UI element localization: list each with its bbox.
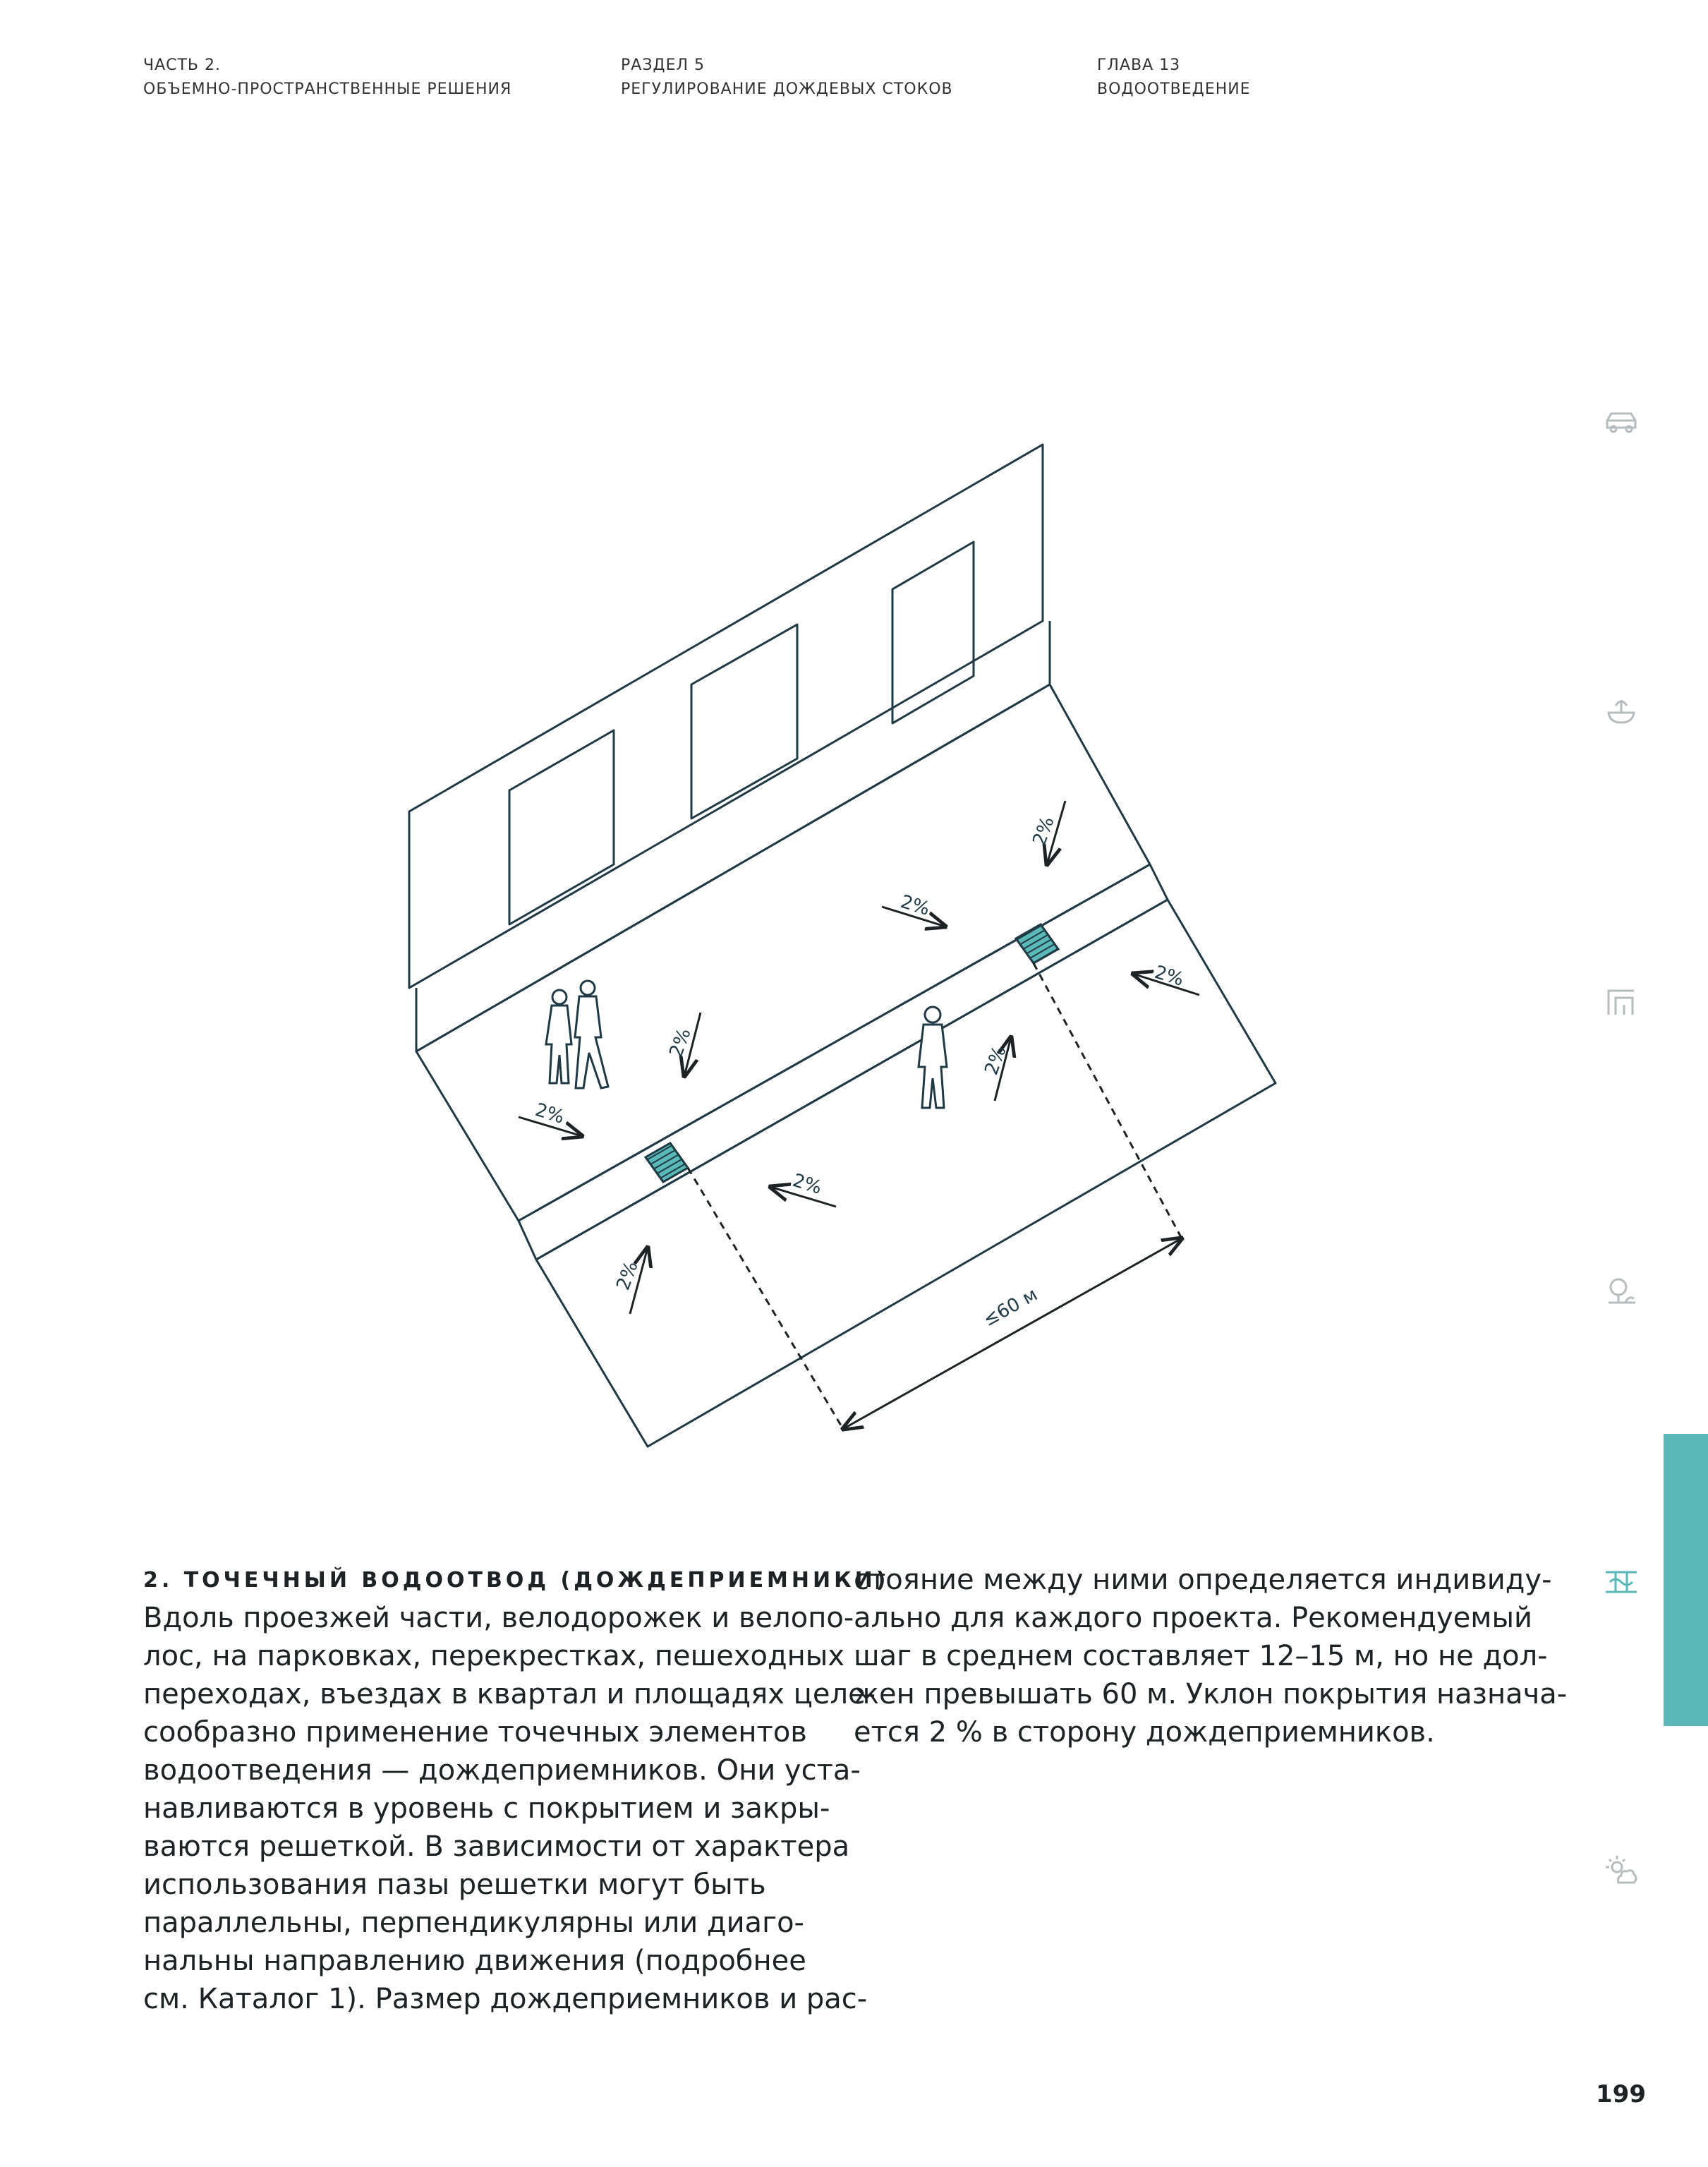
slope-label: 2% [897, 891, 933, 920]
body-text-line: водоотведения — дождеприемников. Они уста- [143, 1754, 861, 1787]
body-text-line: жен превышать 60 м. Уклон покрытия назнача- [854, 1678, 1568, 1710]
body-text-line: сообразно применение точечных элементов [143, 1716, 807, 1749]
body-text-line: ется 2 % в сторону дождеприемников. [854, 1716, 1435, 1749]
header-chapter-title: ВОДООТВЕДЕНИЕ [1097, 80, 1251, 98]
pedestrian-figures [546, 981, 947, 1108]
body-text-line: ально для каждого проекта. Рекомендуемый [854, 1602, 1533, 1634]
slope-label: 2% [789, 1170, 825, 1199]
body-text-line: ваются решеткой. В зависимости от характера [143, 1830, 850, 1863]
body-text-line: использования пазы решетки могут быть [143, 1869, 766, 1901]
pedestrian-icon [575, 981, 608, 1088]
distance-label: ≤60 м [979, 1284, 1041, 1332]
body-text-line: шаг в среднем составляет 12–15 м, но не дол- [854, 1640, 1548, 1672]
header-section-title: РЕГУЛИРОВАНИЕ ДОЖДЕВЫХ СТОКОВ [621, 80, 953, 98]
distance-dimension-line [843, 1238, 1182, 1429]
body-text-line: переходах, въездах в квартал и площадях целе- [143, 1678, 876, 1710]
pedestrian-icon [546, 990, 571, 1083]
body-text-line: лос, на парковках, перекрестках, пешеходных [143, 1640, 845, 1672]
building-icon[interactable] [1600, 981, 1642, 1023]
body-text-line: Вдоль проезжей части, велодорожек и велопо- [143, 1602, 854, 1634]
slope-label: 2% [1029, 814, 1059, 849]
drain-grate [1016, 924, 1058, 963]
body-text-right-column [854, 1561, 1567, 1751]
slope-label: 2% [532, 1099, 567, 1128]
slope-label: 2% [1151, 962, 1187, 991]
header-part-title: ОБЪЕМНО-ПРОСТРАНСТВЕННЫЕ РЕШЕНИЯ [143, 80, 512, 98]
drainage-icon[interactable] [1600, 1561, 1642, 1603]
page-number: 199 [1596, 2080, 1646, 2108]
body-text-left-column [143, 1599, 876, 2018]
slope-label: 2% [981, 1043, 1011, 1078]
diagram-outline [409, 445, 1276, 1447]
slope-arrows [519, 801, 1199, 1314]
body-text-line: нальны направлению движения (подробнее [143, 1945, 806, 1977]
body-text-line: стояние между ними определяется индивиду- [854, 1564, 1552, 1596]
active-section-tab[interactable] [1664, 1434, 1708, 1726]
pedestrian-icon [919, 1007, 947, 1108]
body-text-line: параллельны, перпендикулярны или диаго- [143, 1907, 804, 1939]
body-text-line: см. Каталог 1). Размер дождеприемников и рас- [143, 1983, 868, 2015]
header-part-label: ЧАСТЬ 2. [143, 56, 222, 74]
tree-icon[interactable] [1600, 1270, 1642, 1312]
fountain-icon[interactable] [1600, 690, 1642, 732]
body-text-line: навливаются в уровень с покрытием и закры- [143, 1792, 830, 1825]
header-section-label: РАЗДЕЛ 5 [621, 56, 705, 74]
section-title: 2. ТОЧЕЧНЫЙ ВОДООТВОД (ДОЖДЕПРИЕМНИКИ) [143, 1568, 890, 1593]
weather-icon[interactable] [1600, 1850, 1642, 1893]
slope-label: 2% [612, 1258, 643, 1293]
car-icon[interactable] [1600, 401, 1642, 443]
header-chapter-label: ГЛАВА 13 [1097, 56, 1181, 74]
slope-labels [533, 814, 1186, 1293]
slope-label: 2% [665, 1025, 696, 1061]
